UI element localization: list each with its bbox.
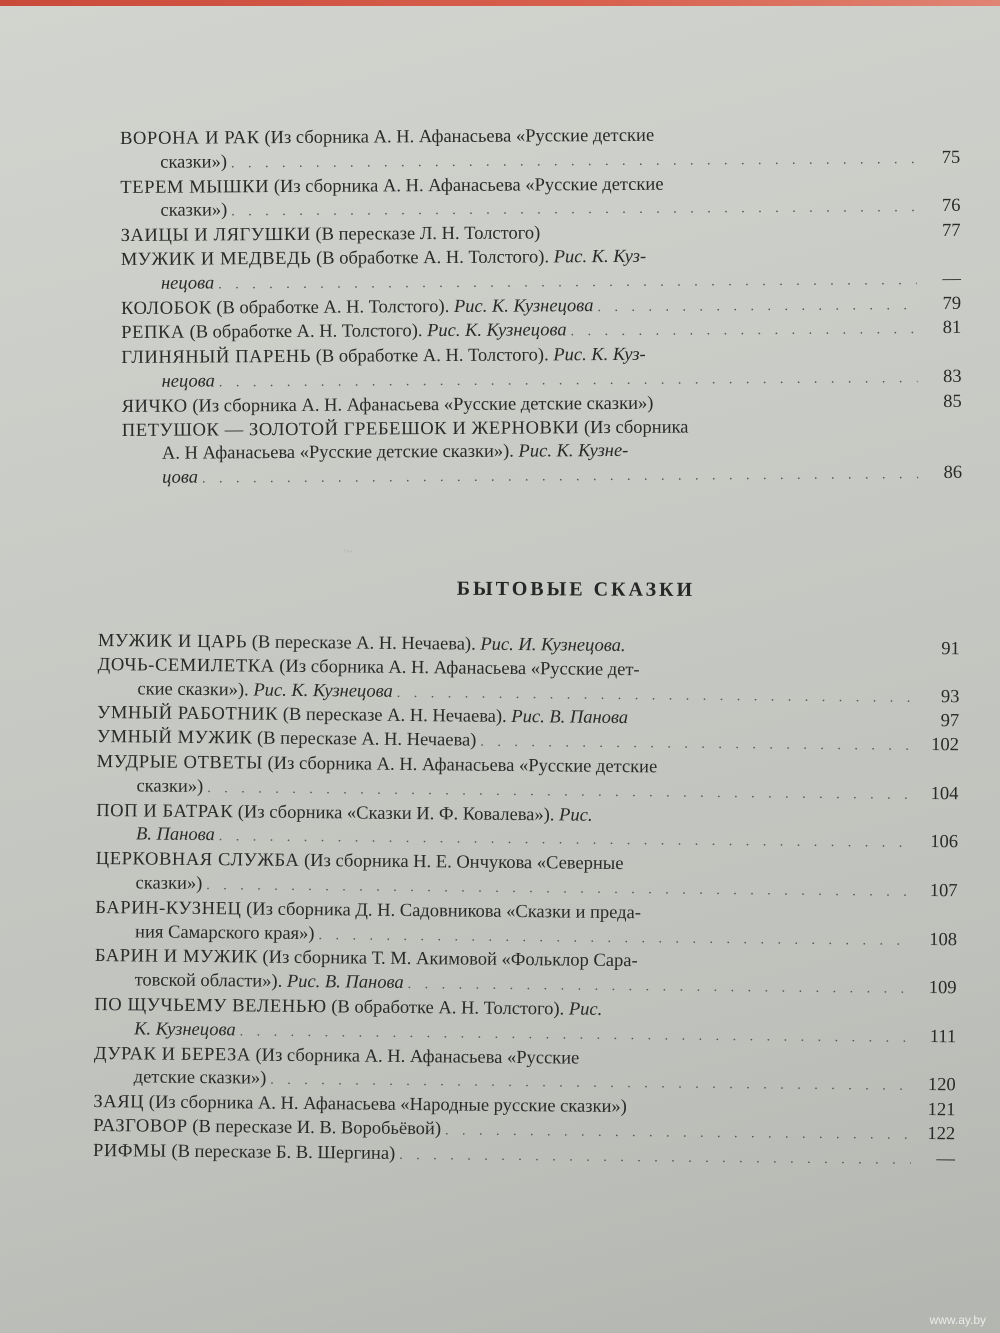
toc-entry bbox=[120, 123, 960, 177]
page-number: 79 bbox=[942, 293, 962, 314]
entry-illustrator: Рис. bbox=[559, 805, 593, 826]
entry-title: ГЛИНЯНЫЙ ПАРЕНЬ bbox=[121, 347, 312, 369]
entry-source-cont: ские сказки»). bbox=[137, 678, 254, 701]
entry-illustrator: Рис. В. Панова bbox=[286, 971, 404, 994]
toc-entry bbox=[96, 751, 958, 808]
page-number: 120 bbox=[927, 1075, 956, 1096]
entry-source-cont: А. Н Афанасьева «Русские детские сказки»). bbox=[161, 441, 519, 465]
entry-source: (Из сборника Н. Е. Ончукова «Северные bbox=[299, 851, 624, 875]
entry-title: ЗАЯЦ bbox=[93, 1092, 145, 1113]
entry-source: (В пересказе Б. В. Шергина) bbox=[166, 1141, 396, 1164]
page-number: 86 bbox=[943, 463, 963, 484]
page-number: 81 bbox=[942, 318, 962, 339]
entry-source: (В пересказе А. Н. Нечаева) bbox=[252, 728, 477, 751]
entry-source: (В обработке А. Н. Толстого). bbox=[311, 345, 554, 368]
page-number: 75 bbox=[941, 147, 961, 168]
entry-title: ДУРАК И БЕРЕЗА bbox=[93, 1043, 251, 1066]
entry-source: (В пересказе Л. Н. Толстого) bbox=[310, 223, 541, 246]
entry-title: БАРИН И МУЖИК bbox=[94, 946, 258, 968]
page-number: — bbox=[936, 1148, 956, 1169]
entry-illustrator: Рис. К. Кузнецова bbox=[427, 320, 567, 342]
entry-title: ПОП И БАТРАК bbox=[96, 800, 234, 822]
entry-source: (Из сборника А. Н. Афанасьева «Русские детские сказки») bbox=[187, 393, 654, 417]
entry-source: (Из сборника Т. М. Акимовой «Фольклор Сара- bbox=[257, 947, 638, 972]
entry-illustrator: Рис. К. Куз- bbox=[553, 246, 647, 268]
page-number: 91 bbox=[941, 639, 960, 660]
entry-title: ЯИЧКО bbox=[121, 396, 188, 417]
entry-source: (Из сборника А. Н. Афанасьева «Русские детские bbox=[269, 174, 664, 197]
entry-title: МУЖИК И МЕДВЕДЬ bbox=[120, 248, 312, 270]
page-number: 108 bbox=[929, 929, 958, 950]
toc-entry bbox=[97, 654, 959, 711]
page-number: 85 bbox=[943, 391, 962, 412]
entry-source: (Из сборника «Сказки И. Ф. Ковалева»). bbox=[233, 801, 560, 826]
entry-source: (Из сборника А. Н. Афанасьева «Русские детские bbox=[259, 125, 655, 149]
page-number: 77 bbox=[942, 221, 961, 242]
entry-source: (В пересказе И. В. Воробьёвой) bbox=[187, 1116, 442, 1140]
toc-line-cont bbox=[122, 462, 962, 492]
page-number: 76 bbox=[941, 196, 961, 217]
entry-source: (Из сборника А. Н. Афанасьева «Русские дет- bbox=[274, 656, 640, 680]
entry-title: ПО ЩУЧЬЕМУ ВЕЛЕНЬЮ bbox=[94, 994, 327, 1018]
entry-source-cont: ния Самарского края») bbox=[135, 921, 315, 944]
toc-entry bbox=[120, 171, 960, 225]
page-number: — bbox=[942, 268, 961, 289]
toc-section-1 bbox=[120, 123, 962, 492]
watermark: www.ay.by bbox=[929, 1313, 986, 1327]
entry-title: ЦЕРКОВНАЯ СЛУЖБА bbox=[95, 849, 300, 872]
page-number: 104 bbox=[930, 783, 959, 805]
entry-title: БАРИН-КУЗНЕЦ bbox=[95, 897, 242, 920]
entry-illustrator-cont: цова bbox=[162, 467, 199, 488]
entry-title: ПЕТУШОК — ЗОЛОТОЙ ГРЕБЕШОК И ЖЕРНОВКИ bbox=[121, 417, 580, 441]
entry-illustrator: Рис. И. Кузнецова. bbox=[480, 634, 626, 657]
entry-source: (В обработке А. Н. Толстого). bbox=[184, 321, 428, 343]
entry-title: ЗАИЦЫ И ЛЯГУШКИ bbox=[120, 225, 311, 247]
toc-entry bbox=[94, 1043, 956, 1100]
entry-source-cont: детские сказки») bbox=[133, 1067, 267, 1089]
entry-illustrator-cont: нецова bbox=[161, 371, 215, 392]
page-number: 122 bbox=[927, 1123, 956, 1145]
toc-entry bbox=[95, 945, 957, 1002]
entry-illustrator-cont: В. Панова bbox=[135, 824, 215, 846]
entry-source: (В пересказе А. Н. Нечаева). bbox=[278, 705, 512, 728]
entry-illustrator: Рис. К. Кузнецова bbox=[253, 680, 393, 702]
entry-illustrator: Рис. К. Куз- bbox=[553, 344, 646, 366]
page-number: 107 bbox=[929, 880, 958, 902]
entry-source: (Из сборника А. Н. Афанасьева «Народные русские сказки») bbox=[144, 1092, 627, 1118]
entry-title: РИФМЫ bbox=[92, 1140, 167, 1162]
entry-title: МУДРЫЕ ОТВЕТЫ bbox=[96, 751, 264, 774]
page-number: 111 bbox=[929, 1026, 957, 1048]
entry-title: ТЕРЕМ МЫШКИ bbox=[120, 176, 270, 198]
entry-illustrator-cont: нецова bbox=[160, 273, 215, 294]
entry-source-cont: сказки») bbox=[160, 200, 228, 222]
entry-illustrator: Рис. В. Панова bbox=[511, 707, 629, 729]
page-number: 121 bbox=[927, 1100, 956, 1121]
page-number: 106 bbox=[930, 832, 959, 853]
section-heading: БЫТОВЫЕ СКАЗКИ bbox=[456, 577, 696, 602]
entry-source: (В обработке А. Н. Толстого). bbox=[211, 296, 454, 319]
page-number: 109 bbox=[928, 978, 957, 999]
entry-title: УМНЫЙ РАБОТНИК bbox=[97, 703, 279, 726]
toc-section-2 bbox=[93, 630, 960, 1173]
entry-source-cont: сказки») bbox=[135, 873, 203, 894]
entry-title: КОЛОБОК bbox=[121, 298, 212, 319]
toc-entry bbox=[95, 848, 957, 905]
entry-source: (В пересказе А. Н. Нечаева). bbox=[247, 632, 481, 655]
toc-entry bbox=[94, 994, 956, 1051]
toc-entry bbox=[96, 800, 958, 857]
entry-title: ВОРОНА И РАК bbox=[120, 128, 260, 149]
entry-title: МУЖИК И ЦАРЬ bbox=[97, 630, 248, 653]
entry-source: (В обработке А. Н. Толстого). bbox=[311, 247, 554, 269]
entry-source-cont: сказки») bbox=[136, 776, 204, 797]
toc-entry bbox=[122, 414, 962, 492]
entry-illustrator-cont: К. Кузнецова bbox=[134, 1019, 236, 1041]
page-number: 102 bbox=[931, 735, 960, 756]
entry-source-cont: сказки») bbox=[160, 152, 228, 173]
page-number: 93 bbox=[940, 686, 960, 707]
entry-title: ДОЧЬ-СЕМИЛЕТКА bbox=[97, 654, 275, 677]
entry-source-cont: товской области»). bbox=[134, 970, 287, 992]
entry-source: (Из сборника А. Н. Афанасьева «Русские детские bbox=[262, 753, 658, 778]
entry-source: (Из сборника bbox=[579, 417, 689, 438]
entry-source: (Из сборника Д. Н. Садовникова «Сказки и преда- bbox=[241, 899, 642, 923]
entry-title: РАЗГОВОР bbox=[93, 1115, 188, 1137]
entry-source: (Из сборника А. Н. Афанасьева «Русские bbox=[250, 1045, 580, 1069]
entry-title: УМНЫЙ МУЖИК bbox=[96, 727, 253, 749]
page-number: 97 bbox=[940, 711, 960, 732]
entry-illustrator: Рис. К. Кузнецова bbox=[453, 295, 594, 317]
toc-entry bbox=[95, 897, 957, 954]
toc-entry bbox=[121, 342, 961, 396]
show-through-text: ~ bbox=[340, 541, 353, 561]
entry-illustrator: Рис. bbox=[568, 999, 603, 1020]
entry-illustrator: Рис. К. Кузне- bbox=[518, 441, 629, 462]
entry-source: (В обработке А. Н. Толстого). bbox=[326, 997, 569, 1020]
page-number: 83 bbox=[942, 366, 962, 387]
toc-entry bbox=[121, 244, 961, 298]
entry-title: РЕПКА bbox=[121, 322, 185, 344]
